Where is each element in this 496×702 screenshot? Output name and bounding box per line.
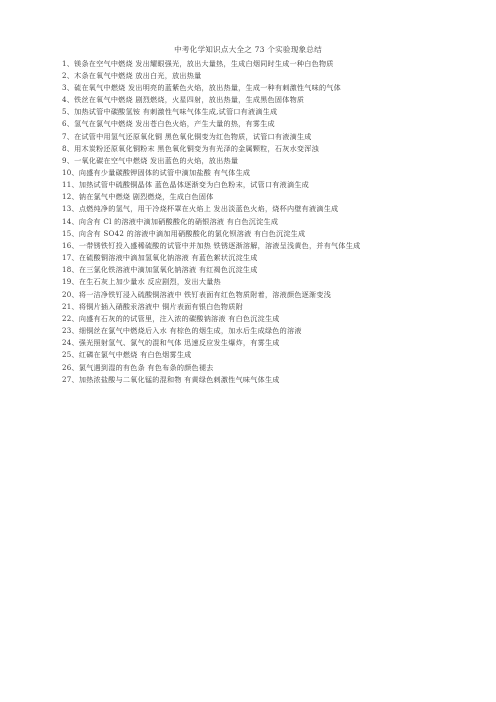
list-item: 19、在生石灰上加少量水 反应剧烈，发出大量热 <box>62 277 221 287</box>
list-item: 14、向含有 Cl 的溶液中滴加硝酸酸化的硝银溶液 有白色沉淀生成 <box>62 216 279 226</box>
document-title: 中考化学知识点大全之 73 个实验现象总结 <box>174 45 322 54</box>
list-item: 13、点燃纯净的氢气，用干冷烧杯罩在火焰上 发出淡蓝色火焰，烧杯内壁有液滴生成 <box>62 204 339 214</box>
list-item: 11、加热试管中硫酸铜晶体 蓝色晶体逐渐变为白色粉末，试管口有液滴生成 <box>62 180 310 190</box>
list-item: 20、将一洁净铁钉浸入硫酸铜溶液中 铁钉表面有红色物质附着，溶液颜色逐渐变浅 <box>62 289 332 299</box>
list-item: 5、加热试管中碳酸氢铵 有刺激性气味气体生成,试管口有液滴生成 <box>62 107 278 117</box>
list-item: 15、向含有 SO42 的溶液中滴加用硝酸酸化的氯化钡溶液 有白色沉淀生成 <box>62 228 306 238</box>
list-item: 27、加热浓盐酸与二氧化锰的混和物 有黄绿色刺激性气味气体生成 <box>62 374 280 384</box>
list-item: 2、木条在氧气中燃烧 放出白光，放出热量 <box>62 70 202 80</box>
experiment-list <box>62 58 440 386</box>
list-item: 16、一带锈铁钉投入盛稀硫酸的试管中并加热 铁锈逐渐溶解，溶液呈浅黄色，并有气体生成 <box>62 240 361 250</box>
list-item: 8、用木炭粉还原氧化铜粉末 黑色氧化铜变为有光泽的金属颗粒，石灰水变浑浊 <box>62 143 319 153</box>
list-item: 10、向盛有少量碳酸钾固体的试管中滴加盐酸 有气体生成 <box>62 168 251 177</box>
list-item: 18、在三氯化铁溶液中滴加氢氧化钠溶液 有红褐色沉淀生成 <box>62 265 258 275</box>
list-item: 25、红磷在氯气中燃烧 有白色烟雾生成 <box>62 350 192 360</box>
list-item: 6、氢气在氯气中燃烧 发出苍白色火焰，产生大量的热，有雾生成 <box>62 119 275 129</box>
list-item: 12、钠在氯气中燃烧 剧烈燃烧，生成白色固体 <box>62 192 214 202</box>
list-item: 7、在试管中用氢气还原氧化铜 黑色氧化铜变为红色物质，试管口有液滴生成 <box>62 131 312 141</box>
list-item: 17、在硫酸铜溶液中滴加氢氧化钠溶液 有蓝色絮状沉淀生成 <box>62 253 258 263</box>
list-item: 21、将铜片插入硝酸汞溶液中 铜片表面有银白色物质附 <box>62 301 243 311</box>
list-item: 26、氯气遇到湿的有色条 有色布条的颜色褪去 <box>62 362 214 372</box>
list-item: 24、强光照射氢气、氯气的混和气体 迅速反应发生爆炸，有雾生成 <box>62 338 280 348</box>
list-item: 9、一氧化碳在空气中燃烧 发出蓝色的火焰，放出热量 <box>62 155 239 165</box>
list-item: 22、向盛有石灰的的试管里，注入浓的碳酸钠溶液 有白色沉淀生成 <box>62 313 280 323</box>
list-item: 4、铁丝在氧气中燃烧 剧烈燃烧，火星四射，放出热量，生成黑色固体物质 <box>62 95 305 105</box>
list-item: 1、镁条在空气中燃烧 发出耀眼强光，放出大量热，生成白烟同时生成一种白色物质 <box>62 58 334 68</box>
list-item: 23、细铜丝在氯气中燃烧后入水 有棕色的烟生成，加水后生成绿色的溶液 <box>62 326 302 336</box>
list-item: 3、硫在氧气中燃烧 发出明亮的蓝紫色火焰，放出热量，生成一种有刺激性气味的气体 <box>62 82 341 92</box>
